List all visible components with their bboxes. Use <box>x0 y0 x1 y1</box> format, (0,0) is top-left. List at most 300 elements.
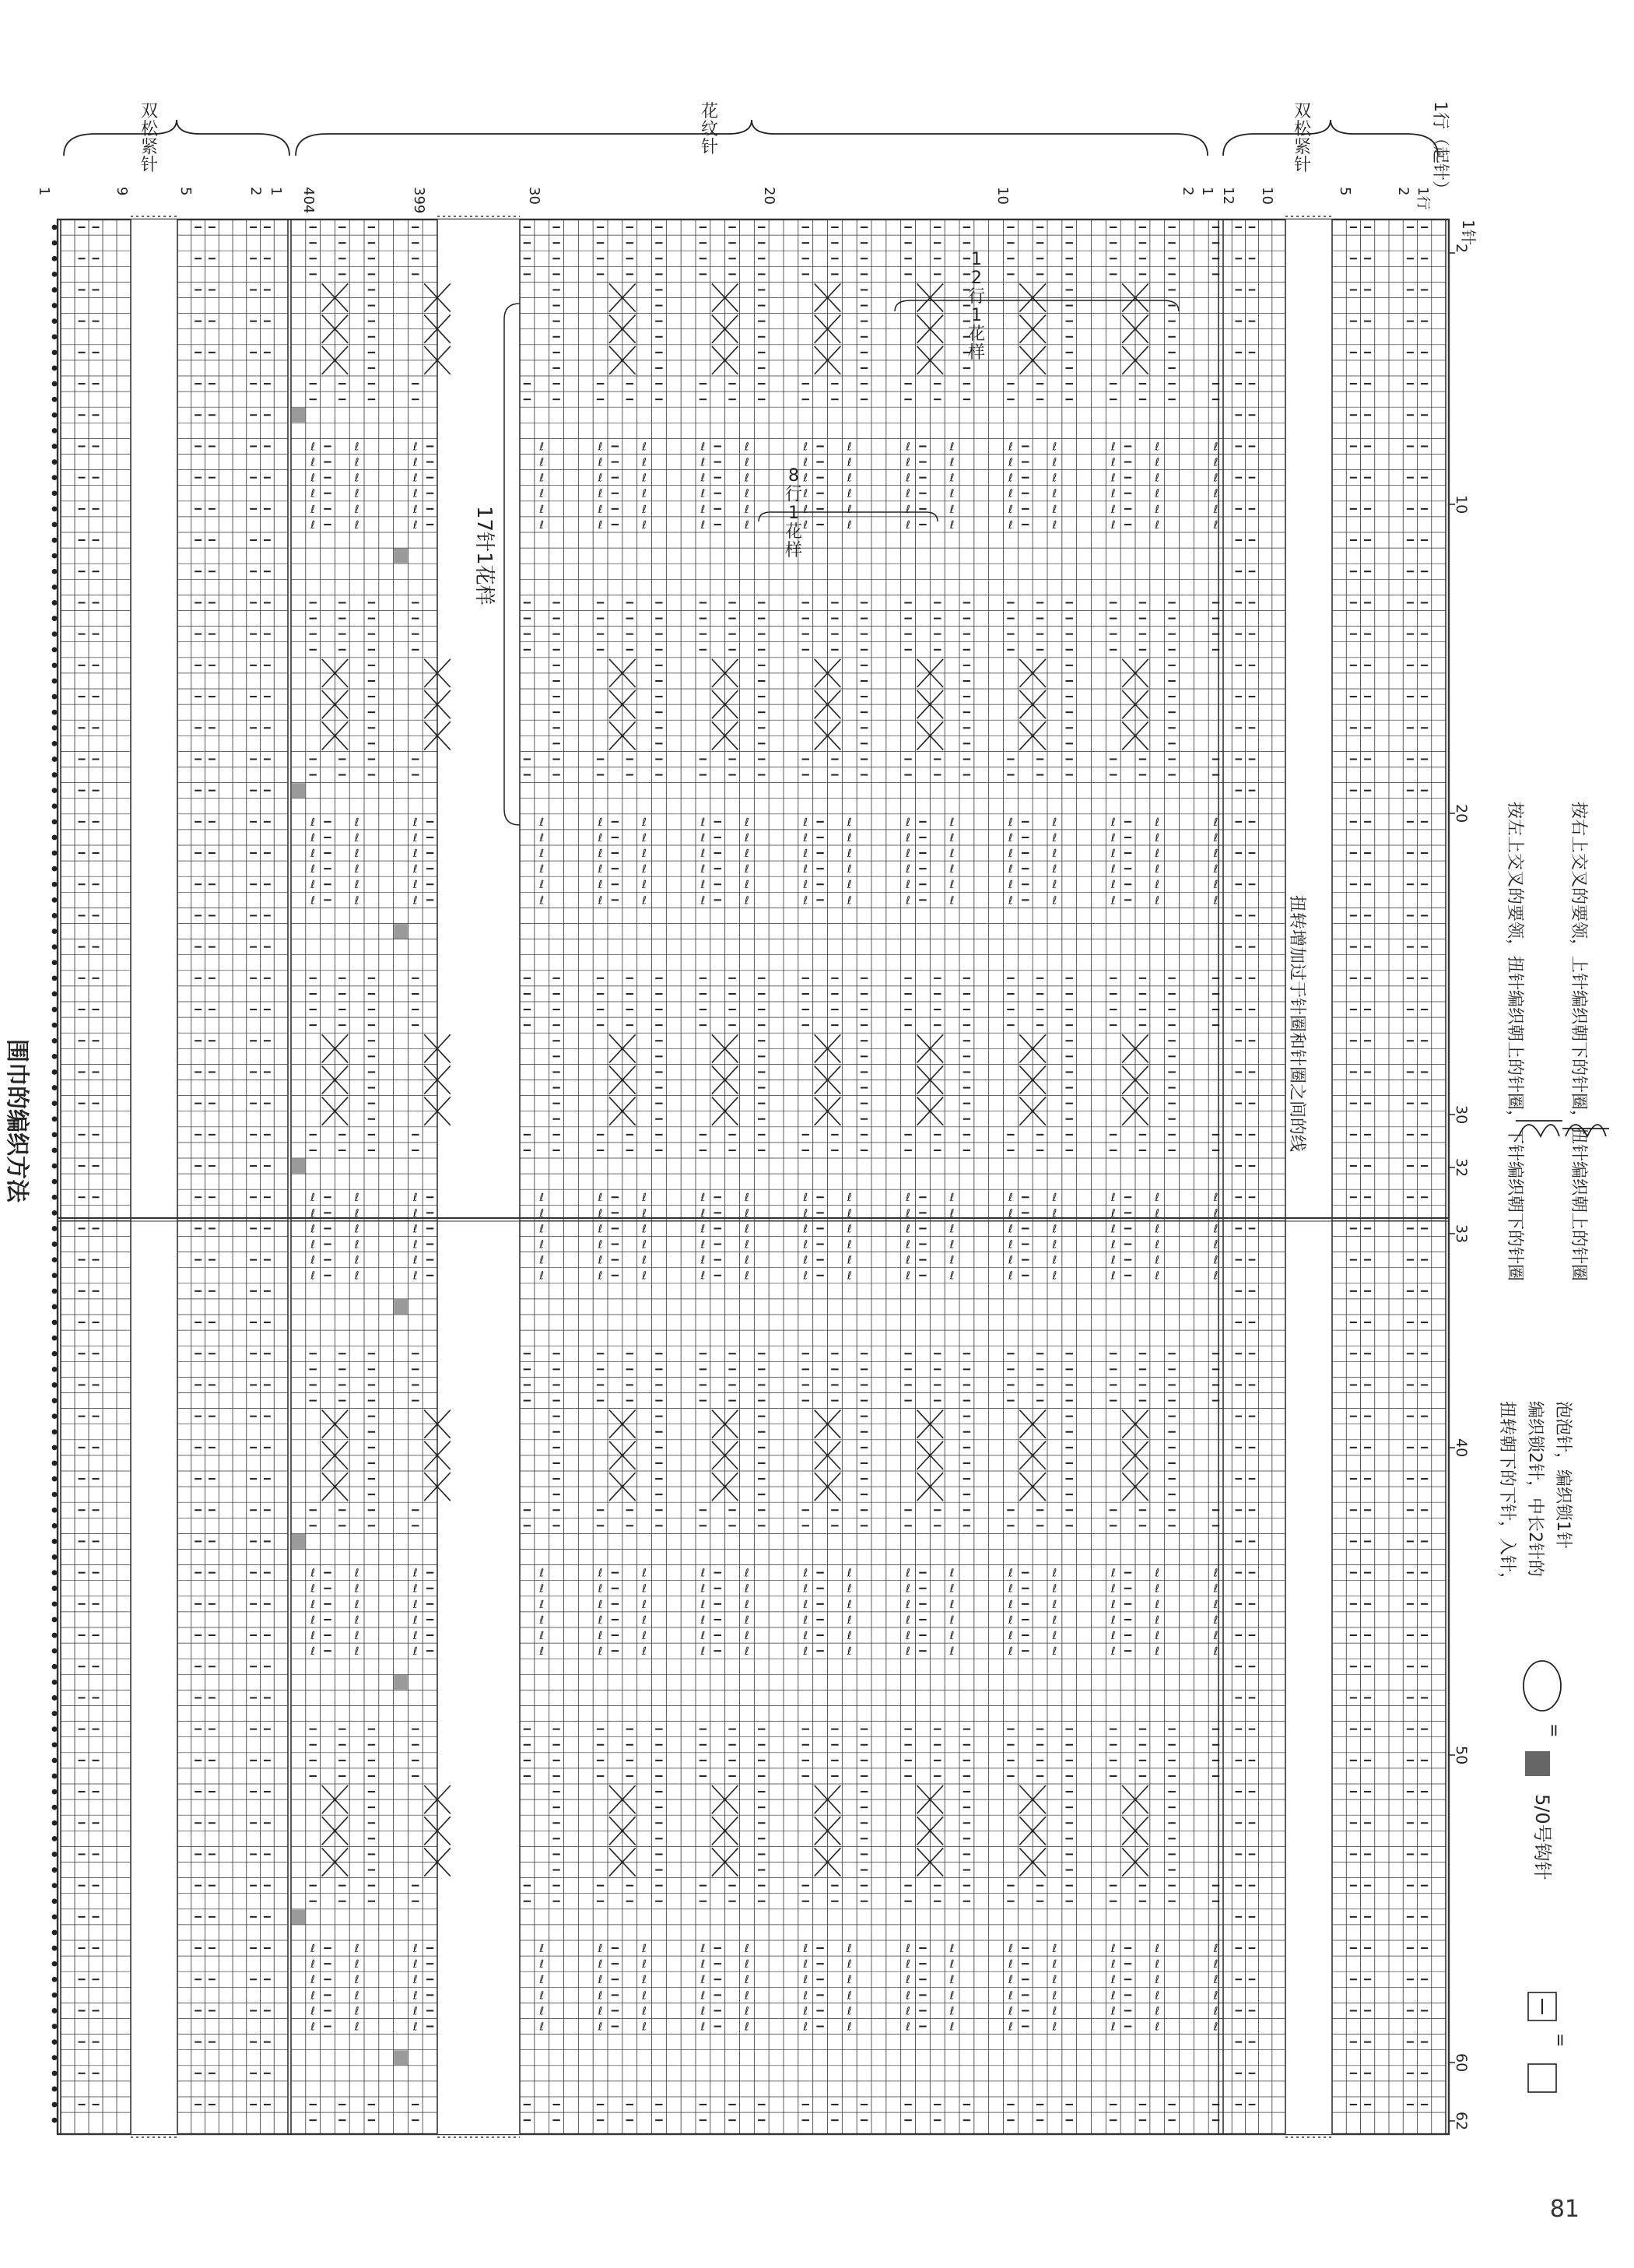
twisted-stitch-mark: ℓ <box>803 456 808 469</box>
twisted-stitch-mark: ℓ <box>906 894 910 908</box>
twisted-stitch-mark: ℓ <box>1052 1958 1057 1971</box>
twisted-stitch-mark: ℓ <box>412 1630 418 1642</box>
twisted-stitch-mark: ℓ <box>539 1943 545 1955</box>
twisted-stitch-mark: ℓ <box>745 472 749 485</box>
twisted-stitch-mark: ℓ <box>847 1582 852 1596</box>
twisted-stitch-mark: ℓ <box>539 1254 545 1267</box>
twisted-stitch-mark: ℓ <box>1213 518 1218 532</box>
twisted-stitch-mark: ℓ <box>1052 1269 1057 1283</box>
twisted-stitch-mark: ℓ <box>1008 1223 1013 1236</box>
twisted-stitch-mark: ℓ <box>310 1989 316 2003</box>
bobble-cell <box>394 1300 408 1315</box>
twisted-stitch-mark: ℓ <box>847 518 852 532</box>
row-number-label: 50 <box>1453 1746 1470 1765</box>
twisted-stitch-mark: ℓ <box>803 1567 808 1580</box>
row-number-label: 62 <box>1453 2112 1470 2131</box>
edge-dot <box>52 882 58 887</box>
twisted-stitch-mark: ℓ <box>354 894 359 908</box>
twisted-stitch-mark: ℓ <box>847 1613 852 1627</box>
twisted-stitch-mark: ℓ <box>354 456 359 469</box>
twisted-stitch-mark: ℓ <box>745 456 749 469</box>
twisted-stitch-mark: ℓ <box>803 1269 808 1283</box>
twisted-stitch-mark: ℓ <box>1052 816 1057 829</box>
edge-dot <box>52 1351 58 1357</box>
edge-dot <box>52 2039 58 2045</box>
twisted-stitch-mark: ℓ <box>700 487 706 500</box>
twisted-stitch-mark: ℓ <box>1213 1958 1218 1971</box>
edge-dot <box>52 851 58 856</box>
twisted-stitch-mark: ℓ <box>949 1598 955 1611</box>
twisted-stitch-mark: ℓ <box>949 1958 955 1971</box>
twisted-stitch-mark: ℓ <box>1213 894 1218 908</box>
twisted-stitch-mark: ℓ <box>1052 441 1057 454</box>
top-axis <box>36 187 1431 213</box>
twisted-stitch-mark: ℓ <box>803 894 808 908</box>
edge-dot <box>52 1867 58 1873</box>
twisted-stitch-mark: ℓ <box>539 831 545 844</box>
twisted-stitch-mark: ℓ <box>642 1269 647 1283</box>
twisted-stitch-mark: ℓ <box>847 1974 852 1987</box>
twisted-stitch-mark: ℓ <box>539 848 545 860</box>
twisted-stitch-mark: ℓ <box>949 879 955 892</box>
twisted-stitch-mark: ℓ <box>803 518 808 532</box>
twisted-stitch-mark: ℓ <box>700 1582 706 1596</box>
twisted-stitch-mark: ℓ <box>412 1238 418 1252</box>
twisted-stitch-mark: ℓ <box>1110 472 1116 485</box>
twisted-stitch-mark: ℓ <box>847 1207 852 1220</box>
twisted-stitch-mark: ℓ <box>1155 1192 1160 1205</box>
edge-dot <box>52 1382 58 1388</box>
twisted-stitch-mark: ℓ <box>310 441 316 454</box>
twisted-stitch-mark: ℓ <box>1110 1223 1116 1236</box>
twisted-stitch-mark: ℓ <box>906 456 910 469</box>
twisted-stitch-mark: ℓ <box>310 1598 316 1611</box>
twisted-stitch-mark: ℓ <box>700 1254 706 1267</box>
twisted-stitch-mark: ℓ <box>310 863 316 876</box>
twisted-stitch-mark: ℓ <box>539 816 545 829</box>
twisted-stitch-mark: ℓ <box>906 879 910 892</box>
right-rib-block-a <box>1218 219 1285 2134</box>
top-axis-label: 2 <box>1395 187 1411 196</box>
twisted-stitch-mark: ℓ <box>700 1974 706 1987</box>
twisted-stitch-mark: ℓ <box>598 863 603 876</box>
twisted-stitch-mark: ℓ <box>1213 2005 1218 2018</box>
edge-dot <box>52 225 58 230</box>
twisted-stitch-mark: ℓ <box>949 441 955 454</box>
twisted-stitch-mark: ℓ <box>803 472 808 485</box>
top-axis-label: 5 <box>1337 187 1353 196</box>
twisted-stitch-mark: ℓ <box>642 1238 647 1252</box>
twisted-stitch-mark: ℓ <box>906 1254 910 1267</box>
twisted-stitch-mark: ℓ <box>1213 848 1218 860</box>
svg-text:针: 针 <box>140 156 159 175</box>
twisted-stitch-mark: ℓ <box>1052 879 1057 892</box>
twisted-stitch-mark: ℓ <box>1110 1613 1116 1627</box>
twisted-stitch-mark: ℓ <box>412 1207 418 1220</box>
twisted-stitch-mark: ℓ <box>1213 503 1218 516</box>
svg-text:1: 1 <box>971 250 982 269</box>
twisted-stitch-mark: ℓ <box>598 472 603 485</box>
twisted-stitch-mark: ℓ <box>847 1223 852 1236</box>
edge-dot <box>52 1461 58 1466</box>
twisted-stitch-mark: ℓ <box>745 1269 749 1283</box>
svg-text:松: 松 <box>140 120 159 139</box>
twisted-stitch-mark: ℓ <box>700 1192 706 1205</box>
twisted-stitch-mark: ℓ <box>310 472 316 485</box>
twisted-stitch-mark: ℓ <box>803 1613 808 1627</box>
twisted-stitch-mark: ℓ <box>1110 1567 1116 1580</box>
edge-dot <box>52 772 58 778</box>
edge-dot <box>52 1601 58 1606</box>
edge-dot <box>52 459 58 465</box>
edge-dot <box>52 1992 58 1998</box>
twisted-stitch-mark: ℓ <box>642 879 647 892</box>
twisted-stitch-mark: ℓ <box>1110 2005 1116 2018</box>
twisted-stitch-mark: ℓ <box>310 848 316 860</box>
top-axis-label: 1 <box>268 187 284 196</box>
gap-band-2 <box>1285 219 1332 2134</box>
legend-equals-2: = <box>1544 1723 1563 1738</box>
twisted-stitch-mark: ℓ <box>412 1645 418 1659</box>
twisted-stitch-mark: ℓ <box>412 1192 418 1205</box>
twisted-stitch-mark: ℓ <box>598 1254 603 1267</box>
twisted-stitch-mark: ℓ <box>642 1630 647 1642</box>
edge-dot <box>52 1836 58 1841</box>
twisted-stitch-mark: ℓ <box>539 518 545 532</box>
twisted-stitch-mark: ℓ <box>847 848 852 860</box>
twisted-stitch-mark: ℓ <box>354 1974 359 1987</box>
edge-dot <box>52 303 58 308</box>
twisted-stitch-mark: ℓ <box>1110 503 1116 516</box>
twisted-stitch-mark: ℓ <box>598 487 603 500</box>
edge-dot <box>52 1241 58 1247</box>
edge-dot <box>52 569 58 574</box>
top-axis-label: 404 <box>300 187 317 214</box>
twisted-stitch-mark: ℓ <box>1008 1254 1013 1267</box>
edge-dot <box>52 647 58 652</box>
legend-bobble-box <box>1525 1751 1550 1776</box>
twisted-stitch-mark: ℓ <box>1052 456 1057 469</box>
top-axis-label: 399 <box>411 187 427 214</box>
twisted-stitch-mark: ℓ <box>1008 831 1013 844</box>
twisted-stitch-mark: ℓ <box>539 1613 545 1627</box>
twisted-stitch-mark: ℓ <box>1008 1582 1013 1596</box>
twisted-stitch-mark: ℓ <box>745 831 749 844</box>
twisted-stitch-mark: ℓ <box>310 1613 316 1627</box>
twisted-stitch-mark: ℓ <box>1110 1269 1116 1283</box>
edge-dot <box>52 334 58 339</box>
twisted-stitch-mark: ℓ <box>745 894 749 908</box>
twisted-stitch-mark: ℓ <box>1008 518 1013 532</box>
edge-dot <box>52 1757 58 1763</box>
twisted-stitch-mark: ℓ <box>1155 487 1160 500</box>
twisted-stitch-mark: ℓ <box>310 1974 316 1987</box>
twisted-stitch-mark: ℓ <box>847 1567 852 1580</box>
twisted-stitch-mark: ℓ <box>598 1598 603 1611</box>
top-axis-label: 20 <box>761 187 777 205</box>
edge-dot <box>52 1961 58 1967</box>
twisted-stitch-mark: ℓ <box>700 831 706 844</box>
edge-dot <box>52 679 58 684</box>
twisted-stitch-mark: ℓ <box>745 1943 749 1955</box>
twisted-stitch-mark: ℓ <box>700 1207 706 1220</box>
edge-dot <box>52 1273 58 1278</box>
twisted-stitch-mark: ℓ <box>700 1598 706 1611</box>
twisted-stitch-mark: ℓ <box>1155 518 1160 532</box>
twisted-stitch-mark: ℓ <box>1008 1567 1013 1580</box>
twisted-stitch-mark: ℓ <box>642 863 647 876</box>
twisted-stitch-mark: ℓ <box>642 503 647 516</box>
twisted-stitch-mark: ℓ <box>354 879 359 892</box>
twisted-stitch-mark: ℓ <box>847 441 852 454</box>
twisted-stitch-mark: ℓ <box>310 894 316 908</box>
twisted-stitch-mark: ℓ <box>700 441 706 454</box>
twisted-stitch-mark: ℓ <box>310 1630 316 1642</box>
edge-dot <box>52 413 58 418</box>
top-axis-label: 5 <box>177 187 194 196</box>
top-axis-label: 2 <box>1180 187 1196 196</box>
edge-dot <box>52 256 58 262</box>
svg-text:行: 行 <box>967 287 986 307</box>
twisted-stitch-mark: ℓ <box>310 1207 316 1220</box>
edge-dot <box>52 1320 58 1325</box>
twisted-stitch-mark: ℓ <box>745 487 749 500</box>
twisted-stitch-mark: ℓ <box>1052 1989 1057 2003</box>
twisted-stitch-mark: ℓ <box>598 1645 603 1659</box>
twisted-stitch-mark: ℓ <box>1155 456 1160 469</box>
twisted-stitch-mark: ℓ <box>949 816 955 829</box>
twisted-stitch-mark: ℓ <box>1213 441 1218 454</box>
twisted-stitch-mark: ℓ <box>847 487 852 500</box>
twisted-stitch-mark: ℓ <box>906 1974 910 1987</box>
twisted-stitch-mark: ℓ <box>949 831 955 844</box>
twisted-stitch-mark: ℓ <box>847 894 852 908</box>
gap-band-0 <box>131 219 177 2134</box>
twisted-stitch-mark: ℓ <box>745 1598 749 1611</box>
twisted-stitch-mark: ℓ <box>949 1238 955 1252</box>
twisted-stitch-mark: ℓ <box>642 848 647 860</box>
twisted-stitch-mark: ℓ <box>949 1567 955 1580</box>
twisted-stitch-mark: ℓ <box>1155 1958 1160 1971</box>
twisted-stitch-mark: ℓ <box>803 1223 808 1236</box>
twisted-stitch-mark: ℓ <box>598 441 603 454</box>
twisted-stitch-mark: ℓ <box>1155 1613 1160 1627</box>
twisted-stitch-mark: ℓ <box>700 1567 706 1580</box>
svg-text:行: 行 <box>784 485 803 504</box>
edge-dot <box>52 272 58 277</box>
twisted-stitch-mark: ℓ <box>642 2005 647 2018</box>
top-axis-label: 9 <box>114 187 130 196</box>
twisted-stitch-mark: ℓ <box>906 1192 910 1205</box>
top-axis-label: 30 <box>526 187 542 205</box>
twisted-stitch-mark: ℓ <box>539 1989 545 2003</box>
edge-dot <box>52 2102 58 2108</box>
edge-dot <box>52 2070 58 2076</box>
twisted-stitch-mark: ℓ <box>1213 1630 1218 1642</box>
edge-dot <box>52 1007 58 1013</box>
twisted-stitch-mark: ℓ <box>1052 863 1057 876</box>
twisted-stitch-mark: ℓ <box>906 1582 910 1596</box>
row-number-label: 20 <box>1453 804 1470 823</box>
twisted-stitch-mark: ℓ <box>412 879 418 892</box>
twisted-stitch-mark: ℓ <box>745 1207 749 1220</box>
twisted-stitch-mark: ℓ <box>906 863 910 876</box>
twisted-stitch-mark: ℓ <box>1008 2005 1013 2018</box>
bobble-cell <box>292 1534 306 1549</box>
twisted-stitch-mark: ℓ <box>803 879 808 892</box>
twisted-stitch-mark: ℓ <box>354 1254 359 1267</box>
svg-text:样: 样 <box>967 343 986 363</box>
twisted-stitch-mark: ℓ <box>745 2020 749 2034</box>
twisted-stitch-mark: ℓ <box>1110 2020 1116 2034</box>
twisted-stitch-mark: ℓ <box>642 441 647 454</box>
twisted-stitch-mark: ℓ <box>906 1269 910 1283</box>
twisted-stitch-mark: ℓ <box>354 1582 359 1596</box>
twisted-stitch-mark: ℓ <box>949 456 955 469</box>
twisted-stitch-mark: ℓ <box>847 1192 852 1205</box>
twisted-stitch-mark: ℓ <box>906 518 910 532</box>
twisted-stitch-mark: ℓ <box>539 1238 545 1252</box>
twisted-stitch-mark: ℓ <box>1008 1613 1013 1627</box>
edge-dot <box>52 1148 58 1153</box>
twisted-stitch-mark: ℓ <box>803 441 808 454</box>
twisted-stitch-mark: ℓ <box>412 1223 418 1236</box>
row-number-label: 30 <box>1453 1105 1470 1125</box>
twisted-stitch-mark: ℓ <box>1008 1974 1013 1987</box>
edge-dot <box>52 694 58 700</box>
edge-dot <box>52 1257 58 1262</box>
twisted-stitch-mark: ℓ <box>412 1269 418 1283</box>
twisted-stitch-mark: ℓ <box>745 441 749 454</box>
twisted-stitch-mark: ℓ <box>1110 863 1116 876</box>
twisted-stitch-mark: ℓ <box>412 1254 418 1267</box>
edge-dot <box>52 475 58 480</box>
twisted-stitch-mark: ℓ <box>847 1989 852 2003</box>
left-rib-block-a <box>61 219 131 2134</box>
twisted-stitch-mark: ℓ <box>803 1645 808 1659</box>
pattern-block-main <box>520 219 1223 2134</box>
bobble-cell <box>292 408 306 423</box>
pattern-brace <box>296 120 1208 156</box>
edge-dot <box>52 1539 58 1544</box>
svg-text:花: 花 <box>784 522 803 542</box>
twisted-stitch-mark: ℓ <box>598 1958 603 1971</box>
row-number-label: 60 <box>1453 2053 1470 2073</box>
twisted-stitch-mark: ℓ <box>412 816 418 829</box>
legend-bobble-desc: 编织锁2针，中长2针的 <box>1525 1401 1545 1577</box>
twisted-stitch-mark: ℓ <box>803 2005 808 2018</box>
twisted-stitch-mark: ℓ <box>539 894 545 908</box>
twisted-stitch-mark: ℓ <box>803 1958 808 1971</box>
twisted-stitch-mark: ℓ <box>1008 1630 1013 1642</box>
edge-dot <box>52 1101 58 1106</box>
twisted-stitch-mark: ℓ <box>1213 1598 1218 1611</box>
twisted-stitch-mark: ℓ <box>1008 1238 1013 1252</box>
twisted-stitch-mark: ℓ <box>310 456 316 469</box>
left-rib-block-b <box>177 219 288 2134</box>
twisted-stitch-mark: ℓ <box>1008 2020 1013 2034</box>
row-number-label: 32 <box>1453 1158 1470 1178</box>
edge-dot <box>52 1680 58 1685</box>
top-axis-label: 12 <box>1220 187 1236 205</box>
twisted-stitch-mark: ℓ <box>354 487 359 500</box>
twisted-stitch-mark: ℓ <box>354 2020 359 2034</box>
twisted-stitch-mark: ℓ <box>354 1192 359 1205</box>
right-axis <box>1449 219 1478 2130</box>
twisted-stitch-mark: ℓ <box>354 831 359 844</box>
twisted-stitch-mark: ℓ <box>1110 1630 1116 1642</box>
twist-increase-note: 扭转增加过于针圈和针圈之间的线 <box>1287 895 1306 1153</box>
twisted-stitch-mark: ℓ <box>598 2005 603 2018</box>
twisted-stitch-mark: ℓ <box>539 1192 545 1205</box>
edge-dot <box>52 585 58 590</box>
title-group <box>3 1039 30 1203</box>
twisted-stitch-mark: ℓ <box>1052 1254 1057 1267</box>
twisted-stitch-mark: ℓ <box>1213 1943 1218 1955</box>
twisted-stitch-mark: ℓ <box>949 2005 955 2018</box>
twisted-stitch-mark: ℓ <box>412 1613 418 1627</box>
twisted-stitch-mark: ℓ <box>1213 1192 1218 1205</box>
twisted-stitch-mark: ℓ <box>1155 1582 1160 1596</box>
edge-dot <box>52 287 58 293</box>
twisted-stitch-mark: ℓ <box>354 816 359 829</box>
twisted-stitch-mark: ℓ <box>949 487 955 500</box>
twisted-stitch-mark: ℓ <box>1213 1207 1218 1220</box>
svg-text:1: 1 <box>971 306 982 325</box>
twisted-stitch-mark: ℓ <box>1052 1238 1057 1252</box>
twisted-stitch-mark: ℓ <box>1008 503 1013 516</box>
twisted-stitch-mark: ℓ <box>1008 456 1013 469</box>
twisted-stitch-mark: ℓ <box>700 863 706 876</box>
twisted-stitch-mark: ℓ <box>745 848 749 860</box>
twisted-stitch-mark: ℓ <box>745 1958 749 1971</box>
edge-dot <box>52 381 58 387</box>
twisted-stitch-mark: ℓ <box>354 518 359 532</box>
page-title: 围巾的编织方法 <box>3 1039 30 1202</box>
twisted-stitch-mark: ℓ <box>1110 1582 1116 1596</box>
twisted-stitch-mark: ℓ <box>598 1613 603 1627</box>
twisted-stitch-mark: ℓ <box>803 1238 808 1252</box>
twisted-stitch-mark: ℓ <box>906 1958 910 1971</box>
edge-dot <box>52 1054 58 1059</box>
twisted-stitch-mark: ℓ <box>642 456 647 469</box>
twisted-stitch-mark: ℓ <box>1155 503 1160 516</box>
edge-dot <box>52 1304 58 1310</box>
twisted-stitch-mark: ℓ <box>700 1223 706 1236</box>
twisted-stitch-mark: ℓ <box>1155 2020 1160 2034</box>
twisted-stitch-mark: ℓ <box>700 2005 706 2018</box>
twisted-stitch-mark: ℓ <box>1155 1254 1160 1267</box>
bobble-cell <box>292 1909 306 1924</box>
twisted-stitch-mark: ℓ <box>1110 816 1116 829</box>
twisted-stitch-mark: ℓ <box>1110 1598 1116 1611</box>
twisted-stitch-mark: ℓ <box>598 1269 603 1283</box>
twisted-stitch-mark: ℓ <box>412 1974 418 1987</box>
top-axis-label: 1 <box>36 187 52 196</box>
twisted-stitch-mark: ℓ <box>1155 894 1160 908</box>
svg-text:紧: 紧 <box>140 138 159 157</box>
edge-dot <box>52 538 58 543</box>
twisted-stitch-mark: ℓ <box>803 1582 808 1596</box>
twisted-stitch-mark: ℓ <box>310 831 316 844</box>
edge-dot <box>52 1132 58 1137</box>
legend <box>1497 802 1609 2092</box>
twisted-stitch-mark: ℓ <box>1155 441 1160 454</box>
twisted-stitch-mark: ℓ <box>1155 1567 1160 1580</box>
legend-bobble-icon <box>1524 1661 1561 1711</box>
svg-text:双: 双 <box>1293 102 1312 121</box>
twisted-stitch-mark: ℓ <box>803 1630 808 1642</box>
